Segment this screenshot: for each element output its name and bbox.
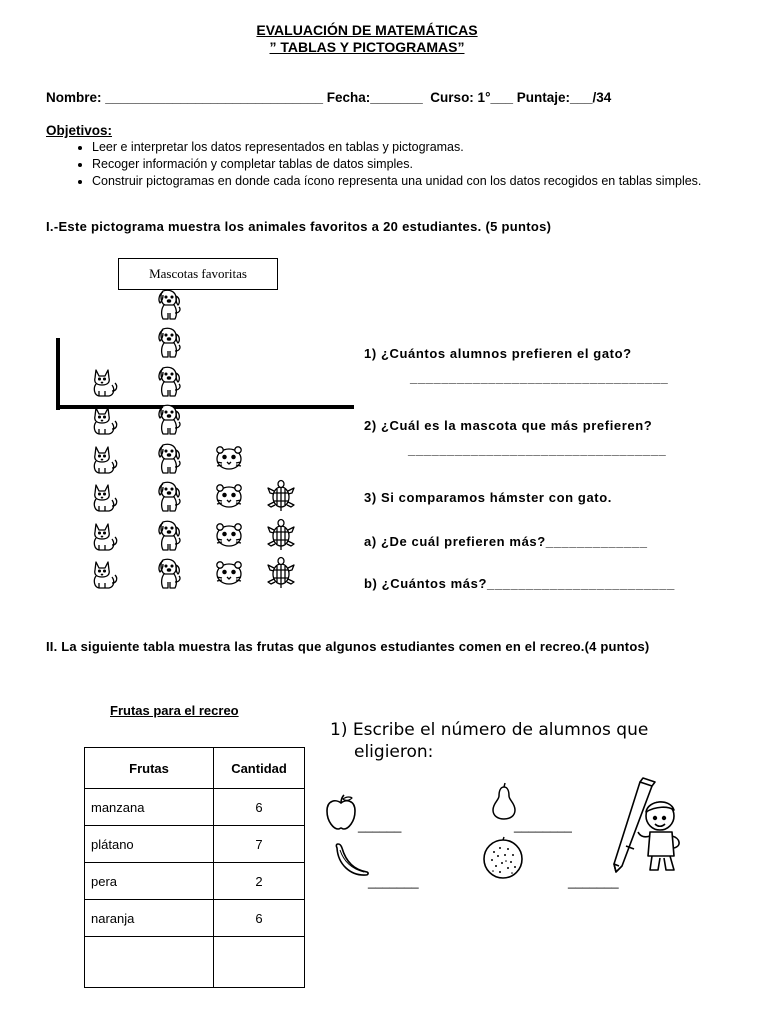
pictogram-axis-vertical: [56, 338, 60, 410]
orange-icon: [482, 836, 524, 880]
quantity-cell[interactable]: [214, 937, 305, 988]
dog-icon: [152, 479, 186, 513]
cat-icon: [86, 364, 120, 398]
fruits-table: [84, 747, 305, 988]
column-header-cantidad: Cantidad: [214, 748, 305, 789]
dog-icon: [152, 364, 186, 398]
page-subtitle: ” TABLAS Y PICTOGRAMAS”: [269, 39, 465, 55]
dog-icon: [152, 287, 186, 321]
pictogram-axis-horizontal: [56, 405, 354, 409]
banana-icon: [332, 840, 372, 880]
orange-answer-blank[interactable]: _______: [568, 874, 619, 889]
objectives-heading: Objetivos:: [46, 123, 113, 138]
quantity-cell: 6: [214, 789, 305, 826]
table-row: [85, 863, 305, 900]
objective-item: Leer e interpretar los datos representados en tablas y pictogramas.: [92, 140, 464, 154]
hamster-icon: [212, 556, 246, 590]
fruit-name-cell: plátano: [85, 826, 214, 863]
fruit-question-line1: 1) Escribe el número de alumnos que: [330, 720, 649, 740]
question-3b[interactable]: b) ¿Cuántos más?________________________: [364, 576, 675, 591]
fruit-name-cell[interactable]: [85, 937, 214, 988]
chart-title: Mascotas favoritas: [118, 258, 278, 290]
hamster-icon: [212, 518, 246, 552]
table-row: [85, 900, 305, 937]
dog-icon: [152, 556, 186, 590]
section1-heading: I.-Este pictograma muestra los animales favoritos a 20 estudiantes. (5 puntos): [46, 219, 552, 234]
cat-icon: [86, 479, 120, 513]
pear-icon: [490, 782, 518, 820]
fruits-table-wrapper: [84, 747, 305, 988]
turtle-icon: [264, 556, 298, 590]
turtle-icon: [264, 479, 298, 513]
quantity-cell: 2: [214, 863, 305, 900]
fruit-question-line2: eligieron:: [354, 742, 434, 762]
apple-answer-blank[interactable]: ______: [358, 818, 402, 833]
table-row-empty[interactable]: [85, 937, 305, 988]
apple-icon: [324, 794, 358, 832]
column-header-frutas: Frutas: [85, 748, 214, 789]
quantity-cell: 6: [214, 900, 305, 937]
dog-icon: [152, 325, 186, 359]
page-title: EVALUACIÓN DE MATEMÁTICAS: [256, 22, 478, 38]
fruit-name-cell: manzana: [85, 789, 214, 826]
hamster-icon: [212, 441, 246, 475]
table-title: Frutas para el recreo: [110, 703, 239, 718]
question-3a[interactable]: a) ¿De cuál prefieren más?_____________: [364, 534, 648, 549]
dog-icon: [152, 518, 186, 552]
banana-answer-blank[interactable]: _______: [368, 874, 419, 889]
table-row: [85, 826, 305, 863]
cat-icon: [86, 518, 120, 552]
table-header-row: [85, 748, 305, 789]
student-info-line[interactable]: Nombre: _____________________________ Fecha:_______ Curso: 1°___ Puntaje:___/34: [46, 90, 612, 105]
objective-item: Construir pictogramas en donde cada ícono representa una unidad con los datos recogidos en tablas simples.: [92, 174, 702, 188]
child-with-pencil-icon: [600, 776, 690, 876]
section2-heading: II. La siguiente tabla muestra las frutas que algunos estudiantes comen en el recreo.(4 puntos): [46, 639, 650, 654]
answer-blank-2[interactable]: _________________________________: [408, 442, 667, 457]
dog-icon: [152, 441, 186, 475]
fruit-name-cell: naranja: [85, 900, 214, 937]
fruit-name-cell: pera: [85, 863, 214, 900]
objectives-list: [46, 139, 768, 190]
objective-item: Recoger información y completar tablas de datos simples.: [92, 157, 413, 171]
pear-answer-blank[interactable]: ________: [514, 818, 572, 833]
turtle-icon: [264, 518, 298, 552]
hamster-icon: [212, 479, 246, 513]
cat-icon: [86, 556, 120, 590]
quantity-cell: 7: [214, 826, 305, 863]
table-row: [85, 789, 305, 826]
question-3: 3) Si comparamos hámster con gato.: [364, 490, 612, 505]
cat-icon: [86, 441, 120, 475]
answer-blank-1[interactable]: _________________________________: [410, 370, 669, 385]
question-2: 2) ¿Cuál es la mascota que más prefieren?: [364, 418, 653, 433]
question-1: 1) ¿Cuántos alumnos prefieren el gato?: [364, 346, 632, 361]
